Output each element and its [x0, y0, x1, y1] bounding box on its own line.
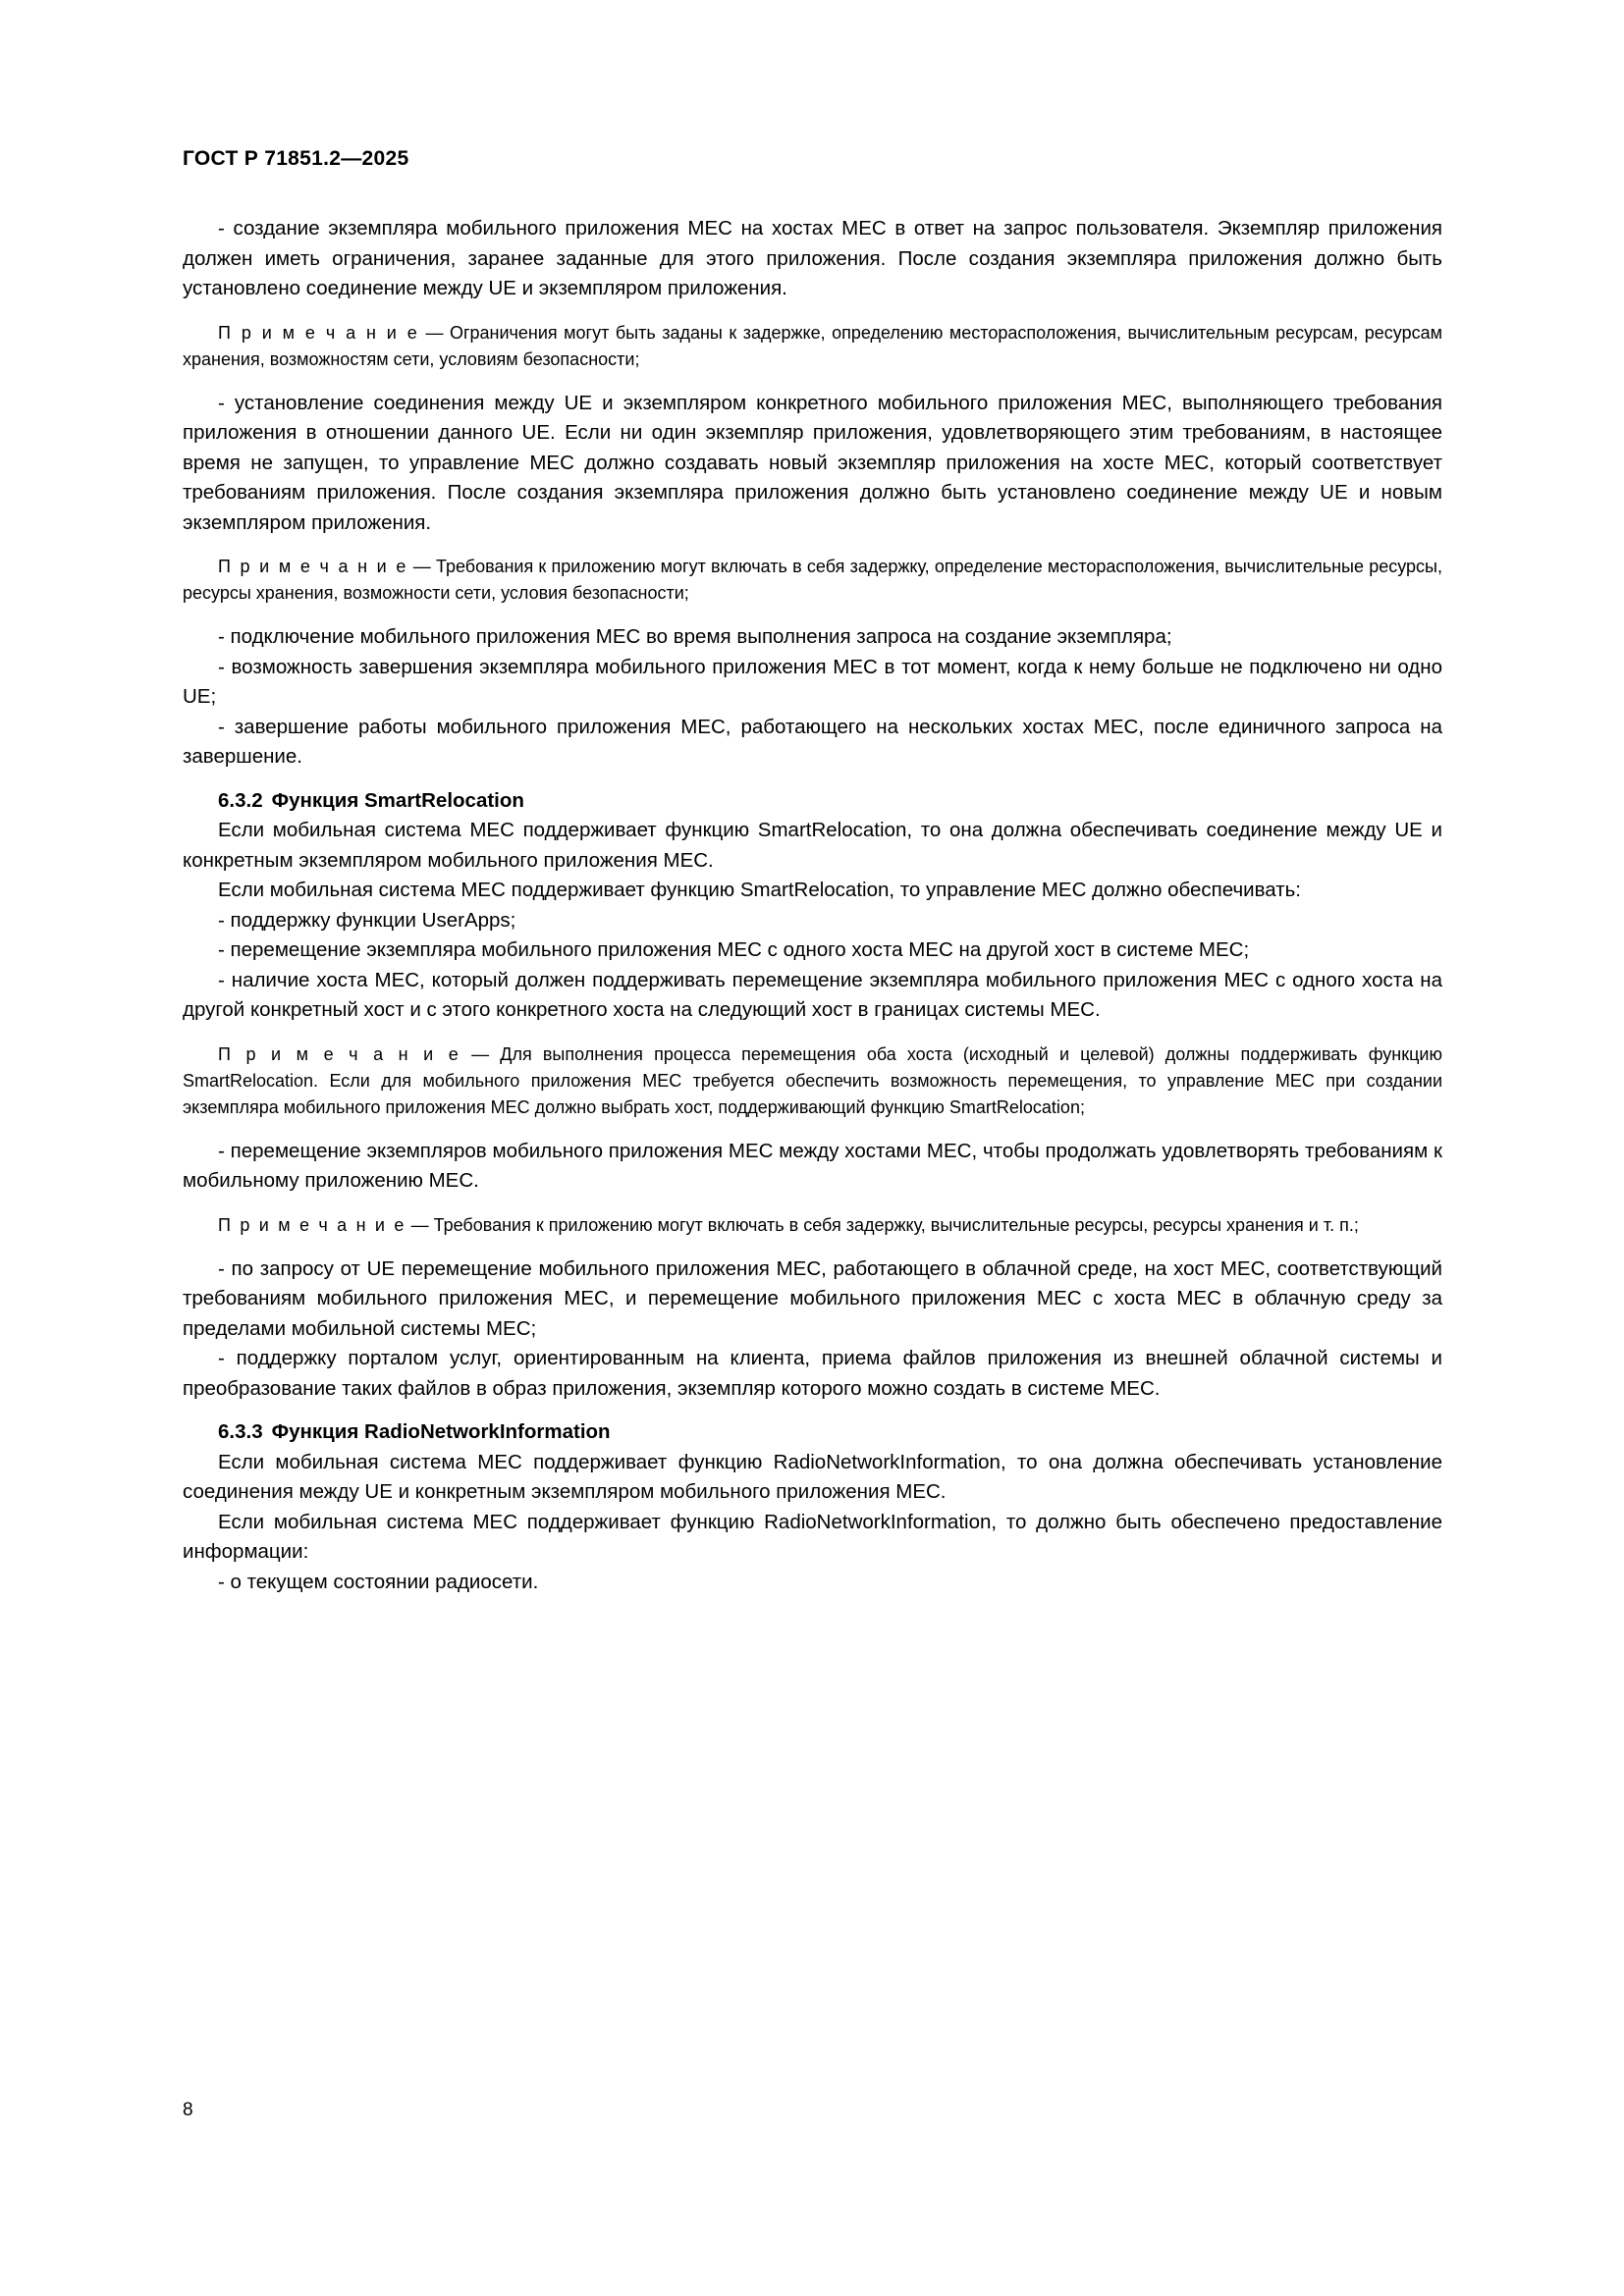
note-1	[183, 320, 1442, 373]
paragraph-terminate-instance: - возможность завершения экземпляра мобильного приложения МЕС в тот момент, когда к нему больше не подключено ни одно UE;	[183, 655, 1442, 708]
note-text: — Ограничения могут быть заданы к задержке, определению месторасположения, вычислительным ресурсам, ресурсам хранения, возможностям сети, условиям безопасности;	[183, 322, 1442, 369]
paragraph-connect-during-request: - подключение мобильного приложения МЕС во время выполнения запроса на создание экземпляра;	[218, 625, 1172, 648]
note-label: П р и м е ч а н и е	[218, 322, 419, 343]
note-2	[183, 554, 1442, 607]
paragraph-instance-relocation: - перемещение экземпляра мобильного приложения МЕС с одного хоста МЕС на другой хост в системе МЕС;	[218, 938, 1250, 961]
note-label: П р и м е ч а н и е	[218, 1214, 406, 1235]
paragraph-smartrelocation-1: Если мобильная система МЕС поддерживает функцию SmartRelocation, то она должна обеспечивать соединение между UE и конкретным экземпляром мобильного приложения МЕС.	[183, 819, 1442, 872]
section-title: Функция SmartRelocation	[271, 788, 524, 812]
paragraph-radionetworkinformation-2: Если мобильная система МЕС поддерживает функцию RadioNetworkInformation, то должно быть обеспечено предоставление информации:	[183, 1510, 1442, 1563]
page-number: 8	[183, 2100, 193, 2120]
paragraph-portal-support: - поддержку порталом услуг, ориентированным на клиента, приема файлов приложения из внешней облачной системы и преобразование таких файлов в образ приложения, экземпляр которого можно создать в системе МЕС.	[183, 1347, 1442, 1400]
paragraph-create-instance: - создание экземпляра мобильного приложения МЕС на хостах МЕС в ответ на запрос пользователя. Экземпляр приложения должен иметь ограничения, заранее заданные для этого приложения. После создания экземпляра приложения должно быть установлено соединение между UE и экземпляром приложения.	[183, 217, 1442, 299]
section-heading-632	[183, 786, 1442, 817]
paragraph-terminate-multiple-hosts: - завершение работы мобильного приложения МЕС, работающего на нескольких хостах МЕС, после единичного запроса на завершение.	[183, 715, 1442, 768]
paragraph-cloud-relocation: - по запросу от UE перемещение мобильного приложения МЕС, работающего в облачной среде, на хост МЕС, соответствующий требованиям мобильного приложения МЕС, и перемещение мобильного приложения МЕС с хоста МЕС в облачную среду за пределами мобильной системы МЕС;	[183, 1256, 1442, 1340]
section-title: Функция RadioNetworkInformation	[271, 1420, 611, 1443]
paragraph-radio-state-info: - о текущем состоянии радиосети.	[218, 1570, 539, 1593]
paragraph-relocation-between-hosts: - перемещение экземпляров мобильного приложения МЕС между хостами МЕС, чтобы продолжать удовлетворять требованиям к мобильному приложению МЕС.	[183, 1139, 1442, 1192]
note-label: П р и м е ч а н и е	[218, 557, 408, 576]
paragraph-connection-establishment: - установление соединения между UE и экземпляром конкретного мобильного приложения МЕС, выполняющего требования приложения в отношении данного UE. Если ни один экземпляр приложения, удовлетворяющего этим требованиям, в настоящее время не запущен, то управление МЕС должно создавать новый экземпляр приложения на хосте МЕС, который соответствует требованиям приложения. После создания экземпляра приложения должно быть установлено соединение между UE и новым экземпляром приложения.	[183, 391, 1442, 534]
note-text: — Требования к приложению могут включать в себя задержку, определение месторасположения, вычислительные ресурсы, ресурсы хранения, возможности сети, условия безопасности;	[183, 557, 1442, 603]
section-heading-633	[183, 1417, 1442, 1448]
note-text: — Для выполнения процесса перемещения оба хоста (исходный и целевой) должны поддерживать функцию SmartRelocation. Если для мобильного приложения МЕС требуется обеспечить возможность перемещения, то управление МЕС при создании экземпляра мобильного приложения МЕС должно выбрать хост, поддерживающий функцию SmartRelocation;	[183, 1043, 1442, 1117]
paragraph-smartrelocation-2: Если мобильная система МЕС поддерживает функцию SmartRelocation, то управление МЕС должно обеспечивать:	[218, 879, 1301, 901]
paragraph-radionetworkinformation-1: Если мобильная система МЕС поддерживает функцию RadioNetworkInformation, то она должна обеспечивать установление соединения между UE и конкретным экземпляром мобильного приложения МЕС.	[183, 1450, 1442, 1503]
note-text: — Требования к приложению могут включать в себя задержку, вычислительные ресурсы, ресурсы хранения и т. п.;	[410, 1214, 1359, 1235]
note-4	[183, 1212, 1442, 1239]
paragraph-userapps-support: - поддержку функции UserApps;	[218, 908, 516, 932]
section-number: 6.3.2	[218, 788, 263, 812]
note-3	[183, 1041, 1442, 1121]
paragraph-host-availability: - наличие хоста МЕС, который должен поддерживать перемещение экземпляра мобильного приложения МЕС с одного хоста на другой конкретный хост и с этого конкретного хоста на следующий хост в границах системы МЕС.	[183, 968, 1442, 1021]
page-content	[183, 147, 1442, 1597]
section-number: 6.3.3	[218, 1420, 263, 1443]
document-header: ГОСТ Р 71851.2—2025	[183, 147, 409, 170]
note-label: П р и м е ч а н и е	[218, 1043, 460, 1064]
